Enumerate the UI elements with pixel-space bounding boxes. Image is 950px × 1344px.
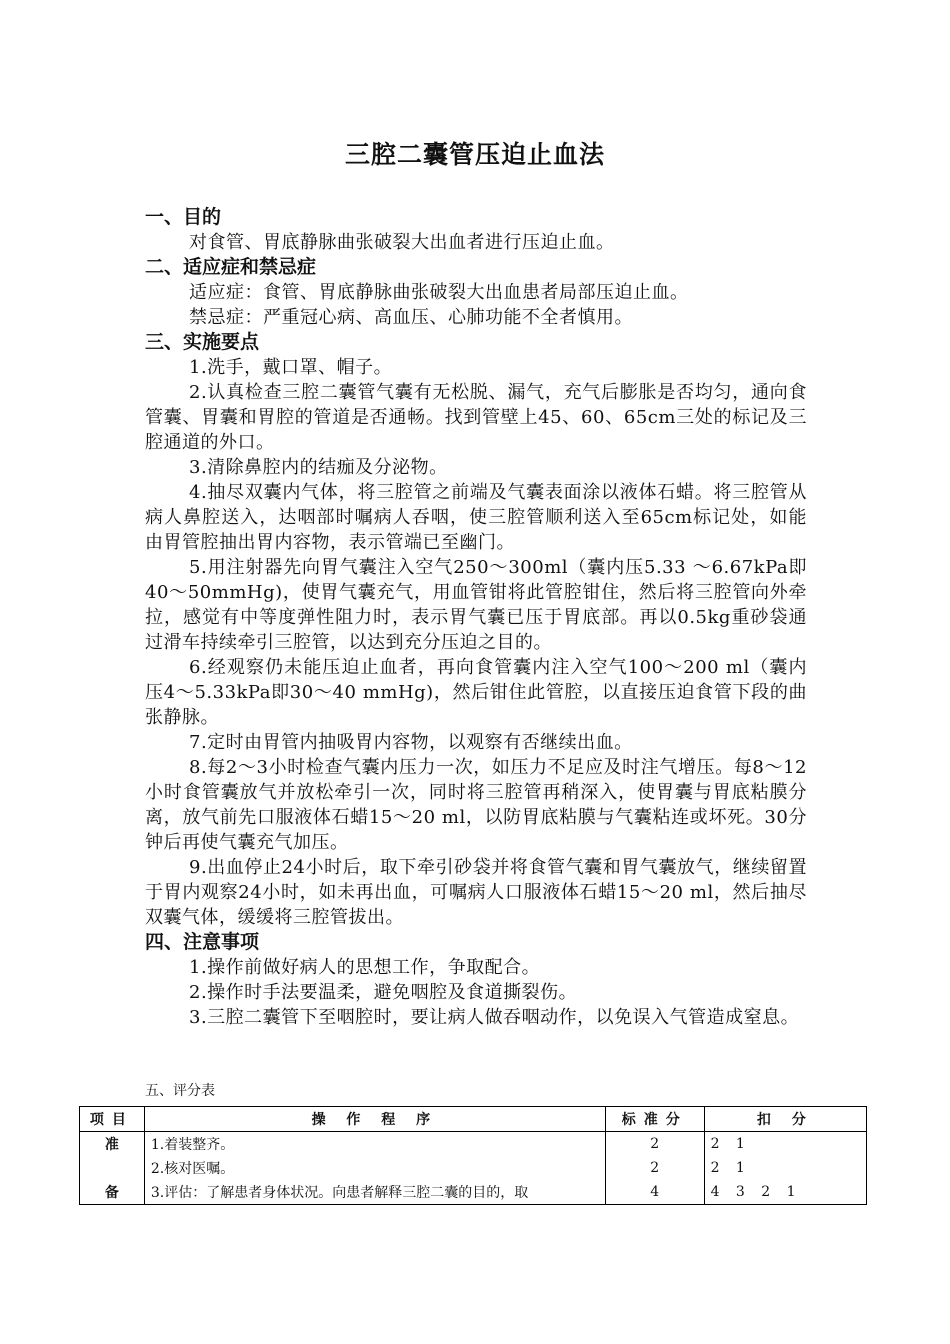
header-procedure: 操 作 程 序: [144, 1107, 605, 1132]
table-header-row: [80, 1107, 867, 1132]
score-table-title: 五、评分表: [145, 1083, 215, 1099]
header-standard: 标准分: [605, 1107, 704, 1132]
score-table: [79, 1106, 867, 1205]
header-item: 项目: [80, 1107, 145, 1132]
paragraph: 8.每2～3小时检查气囊内压力一次，如压力不足应及时注气增压。每8～12小时食管囊放气并放松牵引一次，同时将三腔管再稍深入，使胃囊与胃底粘膜分离，放气前先口服液体石蜡15～20 ml，以防胃底粘膜与气囊粘连或坏死。30分钟后再使气囊充气加压。: [145, 757, 807, 853]
cell-procedure: 1.着装整齐。: [144, 1132, 605, 1157]
cell-procedure: 2.核对医嘱。: [144, 1156, 605, 1180]
cell-deduct: 2 1: [704, 1132, 866, 1157]
paragraph: 禁忌症：严重冠心病、高血压、心肺功能不全者慎用。: [189, 307, 633, 328]
paragraph: 对食管、胃底静脉曲张破裂大出血者进行压迫止血。: [189, 232, 615, 253]
paragraph: 4.抽尽双囊内气体，将三腔管之前端及气囊表面涂以液体石蜡。将三腔管从病人鼻腔送入，达咽部时嘱病人吞咽，使三腔管顺利送入至65cm标记处，如能由胃管腔抽出胃内容物，表示管端已至幽门。: [145, 482, 807, 553]
section-heading: 四、注意事项: [145, 931, 260, 953]
table-row: [80, 1180, 867, 1205]
paragraph: 1.操作前做好病人的思想工作，争取配合。: [189, 957, 541, 978]
table-row: [80, 1132, 867, 1157]
cell-item: 备: [80, 1180, 145, 1205]
paragraph: 2.操作时手法要温柔，避免咽腔及食道撕裂伤。: [189, 982, 578, 1003]
cell-procedure: 3.评估：了解患者身体状况。向患者解释三腔二囊的目的，取: [144, 1180, 605, 1205]
paragraph: 3.清除鼻腔内的结痂及分泌物。: [189, 457, 448, 478]
paragraph: 2.认真检查三腔二囊管气囊有无松脱、漏气，充气后膨胀是否均匀，通向食管囊、胃囊和胃腔的管道是否通畅。找到管壁上45、60、65cm三处的标记及三腔通道的外口。: [145, 382, 807, 453]
paragraph: 适应症：食管、胃底静脉曲张破裂大出血患者局部压迫止血。: [189, 282, 689, 303]
section-heading: 三、实施要点: [145, 331, 260, 353]
paragraph: 3.三腔二囊管下至咽腔时，要让病人做吞咽动作，以免误入气管造成窒息。: [189, 1007, 800, 1028]
paragraph: 9.出血停止24小时后，取下牵引砂袋并将食管气囊和胃气囊放气，继续留置于胃内观察24小时，如未再出血，可嘱病人口服液体石蜡15～20 ml，然后抽尽双囊气体，缓缓将三腔管拔出。: [145, 857, 807, 928]
cell-item: 准: [80, 1132, 145, 1157]
header-deduct: 扣 分: [704, 1107, 866, 1132]
paragraph: 6.经观察仍未能压迫止血者，再向食管囊内注入空气100～200 ml（囊内压4～5.33kPa即30～40 mmHg)，然后钳住此管腔，以直接压迫食管下段的曲张静脉。: [145, 657, 807, 728]
cell-deduct: 2 1: [704, 1156, 866, 1180]
cell-deduct: 4 3 2 1: [704, 1180, 866, 1205]
paragraph: 7.定时由胃管内抽吸胃内容物，以观察有否继续出血。: [189, 732, 633, 753]
paragraph: 1.洗手，戴口罩、帽子。: [189, 357, 393, 378]
table-row: [80, 1156, 867, 1180]
cell-standard: 4: [605, 1180, 704, 1205]
paragraph: 5.用注射器先向胃气囊注入空气250～300ml（囊内压5.33 ～6.67kPa即40～50mmHg)，使胃气囊充气，用血管钳将此管腔钳住，然后将三腔管向外牵拉，感觉有中等度弹性阻力时，表示胃气囊已压于胃底部。再以0.5kg重砂袋通过滑车持续牵引三腔管，以达到充分压迫之目的。: [145, 557, 807, 653]
section-heading: 一、目的: [145, 206, 222, 228]
document-title: 三腔二囊管压迫止血法: [344, 140, 605, 169]
document-body: [145, 205, 807, 1030]
cell-standard: 2: [605, 1156, 704, 1180]
cell-standard: 2: [605, 1132, 704, 1157]
cell-item: [80, 1156, 145, 1180]
section-heading: 二、适应症和禁忌症: [145, 256, 317, 278]
